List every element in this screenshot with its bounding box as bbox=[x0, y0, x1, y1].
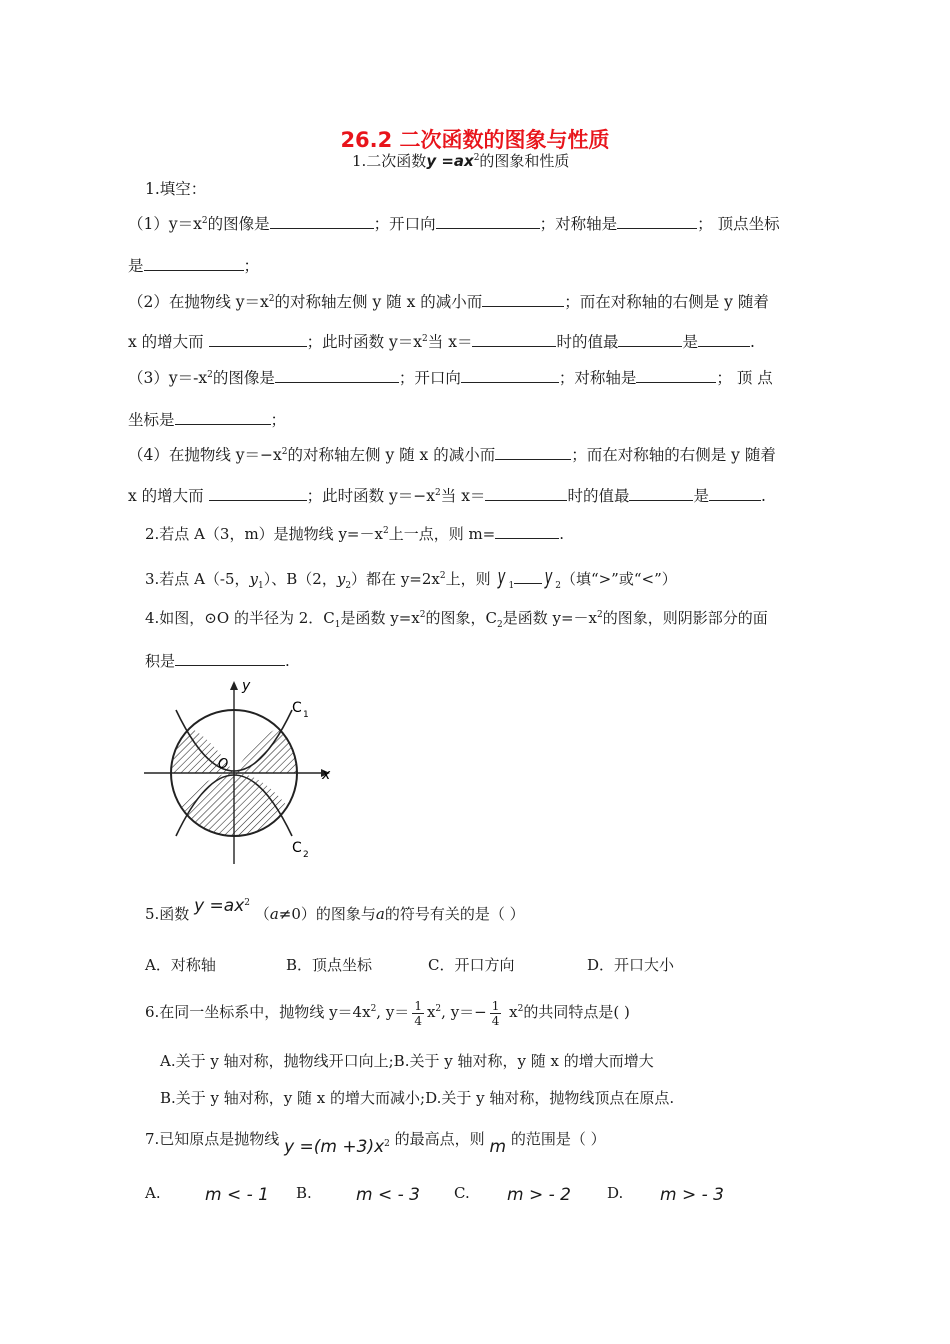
q5-ai2: a bbox=[375, 905, 385, 923]
question-4-line1 bbox=[145, 607, 768, 629]
blank-3-1[interactable] bbox=[275, 366, 399, 383]
q2-c: . bbox=[559, 525, 565, 543]
blank-3-4[interactable] bbox=[175, 408, 271, 425]
q4-b: 是函数 y=x bbox=[340, 609, 420, 627]
blank-2-2[interactable] bbox=[209, 330, 307, 347]
q1-l3c: ；开口向 bbox=[398, 369, 461, 387]
blank-2-3[interactable] bbox=[472, 330, 556, 347]
q3-d: 上，则 bbox=[445, 570, 491, 588]
q1-part3-line1 bbox=[128, 366, 773, 389]
q6-e: x bbox=[509, 1003, 518, 1021]
q4-e: 的图象，则阴影部分的面 bbox=[602, 609, 768, 627]
c1-label: C bbox=[292, 700, 302, 716]
q3-b: ）、B（2， bbox=[263, 570, 337, 588]
sq: 2 bbox=[517, 1004, 524, 1014]
q3-y1: y bbox=[249, 570, 259, 588]
q3-y2: y bbox=[336, 570, 346, 588]
q4-c2: 2 bbox=[496, 620, 503, 630]
blank-1-3[interactable] bbox=[617, 212, 697, 229]
subtitle bbox=[352, 150, 569, 172]
q1-l4c: ；而在对称轴的右侧是 y 随着 bbox=[571, 446, 776, 464]
q1-part2-line1 bbox=[128, 290, 769, 313]
q3-s2: 2 bbox=[345, 581, 352, 591]
dot: . bbox=[749, 333, 755, 351]
sq: 2 bbox=[597, 610, 603, 620]
fraction-1 bbox=[412, 999, 424, 1028]
q7-formula: y =(m +3)x bbox=[284, 1137, 385, 1157]
q2-a: 2.若点 A（3，m）是抛物线 y=－x bbox=[145, 525, 383, 543]
q1-l4g: 时的值最 bbox=[567, 487, 630, 505]
q7-c: 的范围是（ ） bbox=[510, 1130, 606, 1148]
q4-c: 的图象，C bbox=[425, 609, 497, 627]
q2-b: 上一点，则 m= bbox=[388, 525, 496, 543]
q1-l2e: ；此时函数 y＝x bbox=[306, 333, 423, 351]
q1-l1a: （1）y＝x bbox=[128, 215, 202, 233]
q1-l4e: ；此时函数 y＝−x bbox=[306, 487, 436, 505]
blank-4-1[interactable] bbox=[495, 443, 571, 460]
q4-a: 4.如图，⊙O 的半径为 2．C bbox=[145, 609, 335, 627]
q5-formula: y =ax bbox=[194, 896, 245, 916]
sq: 2 bbox=[435, 487, 441, 498]
q1-l1f: 是 bbox=[128, 257, 144, 275]
q7-m: m bbox=[489, 1137, 507, 1157]
q3-compare-s2: 2 bbox=[555, 581, 561, 591]
q1-head: 1.填空： bbox=[145, 180, 207, 198]
q4-g: . bbox=[285, 652, 290, 670]
q3-compare-y1: y bbox=[498, 565, 506, 590]
q6-f: 的共同特点是( ) bbox=[523, 1003, 630, 1021]
q1-part4-line1 bbox=[128, 443, 776, 466]
q1-l3e: ； 顶 点 bbox=[716, 369, 773, 387]
blank-2-1[interactable] bbox=[482, 290, 564, 307]
blank-1-2[interactable] bbox=[436, 212, 540, 229]
c2-label: C bbox=[292, 840, 302, 856]
q5-exp: 2 bbox=[244, 898, 251, 908]
circle-parabola-figure bbox=[140, 672, 340, 868]
q1-part4-line2 bbox=[128, 484, 766, 507]
question-2 bbox=[145, 522, 564, 545]
shaded-region-right bbox=[234, 722, 300, 773]
q1-l2b: 的对称轴左侧 y 随 x 的减小而 bbox=[274, 293, 483, 311]
blank-3-3[interactable] bbox=[636, 366, 716, 383]
q1-part1-line2 bbox=[128, 254, 259, 277]
question-7 bbox=[145, 1124, 606, 1157]
blank-q2[interactable] bbox=[495, 522, 559, 539]
q5-option-b[interactable]: B．顶点坐标 bbox=[286, 956, 373, 974]
q6-b: , y＝ bbox=[376, 1003, 410, 1021]
c1-sub: 1 bbox=[303, 710, 309, 720]
q7-option-b[interactable]: m < - 3 bbox=[356, 1185, 420, 1205]
q6-options-line2[interactable]: B.关于 y 轴对称，y 随 x 的增大而减小;D.关于 y 轴对称，抛物线顶点在原点. bbox=[160, 1089, 675, 1107]
q7-exp: 2 bbox=[384, 1139, 390, 1149]
blank-4-3[interactable] bbox=[485, 484, 567, 501]
q3-compare-y2: y bbox=[544, 565, 553, 590]
y-axis-label: y bbox=[242, 678, 251, 694]
q7-b: 的最高点，则 bbox=[394, 1130, 485, 1148]
sq: 2 bbox=[370, 1004, 377, 1014]
q6-c: x bbox=[426, 1003, 436, 1021]
q6-a: 6.在同一坐标系中，抛物线 y＝4x bbox=[145, 1003, 371, 1021]
q3-compare-s1: 1 bbox=[508, 581, 515, 591]
q7-option-a-label: A. bbox=[145, 1184, 161, 1202]
q1-l1d: ；对称轴是 bbox=[539, 215, 618, 233]
blank-q4[interactable] bbox=[175, 649, 285, 666]
sq: 2 bbox=[268, 293, 275, 304]
frac-num: 1 bbox=[491, 998, 500, 1013]
q4-f: 积是 bbox=[145, 652, 176, 670]
q7-option-c-label: C. bbox=[454, 1184, 470, 1202]
q5-c: ≠0）的图象与 bbox=[278, 905, 376, 923]
frac-den: 4 bbox=[491, 1013, 500, 1028]
q7-option-c[interactable]: m > - 2 bbox=[507, 1185, 571, 1205]
blank-4-4[interactable] bbox=[629, 484, 693, 501]
q6-options-line1[interactable]: A.关于 y 轴对称，抛物线开口向上;B.关于 y 轴对称，y 随 x 的增大而增大 bbox=[160, 1052, 654, 1070]
page-title: 26.2 二次函数的图象与性质 bbox=[340, 128, 610, 152]
q1-l2g: 时的值最 bbox=[556, 333, 619, 351]
sq: 2 bbox=[435, 1004, 442, 1014]
question-4-line2 bbox=[145, 649, 290, 672]
q1-l2a: （2）在抛物线 y＝x bbox=[128, 293, 269, 311]
q1-part3-line2 bbox=[128, 408, 286, 431]
blank-3-2[interactable] bbox=[461, 366, 559, 383]
q3-a: 3.若点 A（-5， bbox=[145, 570, 250, 588]
blank-2-4[interactable] bbox=[618, 330, 682, 347]
q1-l3d: ；对称轴是 bbox=[558, 369, 637, 387]
sq: 2 bbox=[382, 526, 389, 536]
subtitle-exp: 2 bbox=[473, 153, 480, 163]
sq: 2 bbox=[439, 571, 446, 581]
blank-4-2[interactable] bbox=[209, 484, 307, 501]
q1-part1-line1 bbox=[128, 212, 780, 235]
blank-2-5[interactable] bbox=[698, 330, 750, 347]
q1-part2-line2 bbox=[128, 330, 755, 353]
q1-l3b: 的图像是 bbox=[212, 369, 275, 387]
frac-num: 1 bbox=[414, 998, 422, 1013]
q1-l3a: （3）y＝-x bbox=[128, 369, 208, 387]
q1-l2c: ；而在对称轴的右侧是 y 随着 bbox=[564, 293, 769, 311]
q5-d: 的符号有关的是（ ） bbox=[384, 905, 525, 923]
origin-label: O bbox=[218, 757, 229, 772]
dot: . bbox=[760, 487, 766, 505]
blank-1-1[interactable] bbox=[270, 212, 374, 229]
q1-l2h: 是 bbox=[682, 333, 698, 351]
semi: ； bbox=[243, 257, 260, 275]
q1-l1b: 的图像是 bbox=[207, 215, 270, 233]
q4-d: 是函数 y=－x bbox=[502, 609, 597, 627]
sq: 2 bbox=[422, 333, 428, 344]
q1-l4f: 当 x＝ bbox=[440, 487, 486, 505]
q1-l2f: 当 x＝ bbox=[427, 333, 473, 351]
blank-q3[interactable] bbox=[514, 573, 542, 584]
q5-option-c[interactable]: C．开口方向 bbox=[428, 956, 515, 974]
q1-l1e: ； 顶点坐标 bbox=[697, 215, 780, 233]
question-3 bbox=[145, 567, 677, 590]
q6-d: , y＝− bbox=[441, 1003, 487, 1021]
q5-option-d[interactable]: D．开口大小 bbox=[587, 956, 675, 974]
subtitle-formula: y =ax bbox=[426, 152, 474, 170]
blank-1-4[interactable] bbox=[144, 254, 244, 271]
q1-l4d: x 的增大而 bbox=[128, 487, 209, 505]
frac-den: 4 bbox=[414, 1013, 422, 1028]
q4-c1: 1 bbox=[334, 620, 341, 630]
q1-l2d: x 的增大而 bbox=[128, 333, 209, 351]
semi: ； bbox=[270, 411, 287, 429]
q1-l3f: 坐标是 bbox=[128, 411, 175, 429]
c2-sub: 2 bbox=[303, 850, 309, 860]
q5-option-a[interactable]: A．对称轴 bbox=[145, 956, 216, 974]
sq: 2 bbox=[281, 446, 288, 457]
q7-option-d-label: D. bbox=[607, 1184, 624, 1202]
q1-l4h: 是 bbox=[693, 487, 709, 505]
question-6 bbox=[145, 992, 630, 1032]
y-axis-arrow bbox=[230, 681, 238, 690]
q7-option-b-label: B. bbox=[296, 1184, 312, 1202]
q7-option-d[interactable]: m > - 3 bbox=[660, 1185, 724, 1205]
sq: 2 bbox=[207, 369, 213, 380]
subtitle-post: 的图象和性质 bbox=[479, 152, 570, 170]
q1-l4b: 的对称轴左侧 y 随 x 的减小而 bbox=[287, 446, 496, 464]
q1-l1c: ；开口向 bbox=[373, 215, 436, 233]
blank-4-5[interactable] bbox=[709, 484, 761, 501]
q3-e: （填“>”或“<”） bbox=[560, 570, 677, 588]
subtitle-pre: 1.二次函数 bbox=[352, 152, 427, 170]
q5-ai: a bbox=[269, 905, 279, 923]
q5-a: 5.函数 bbox=[145, 905, 190, 923]
sq: 2 bbox=[419, 610, 426, 620]
q7-option-a[interactable]: m < - 1 bbox=[205, 1185, 269, 1205]
q3-s1: 1 bbox=[258, 581, 264, 591]
q3-c: ）都在 y=2x bbox=[351, 570, 440, 588]
q5-b: （ bbox=[254, 905, 270, 923]
x-axis-label: x bbox=[322, 767, 331, 783]
sq: 2 bbox=[201, 215, 208, 226]
q7-a: 7.已知原点是抛物线 bbox=[145, 1130, 280, 1148]
q1-l4a: （4）在抛物线 y＝−x bbox=[128, 446, 282, 464]
fraction-2 bbox=[490, 999, 502, 1028]
question-5 bbox=[145, 896, 525, 928]
